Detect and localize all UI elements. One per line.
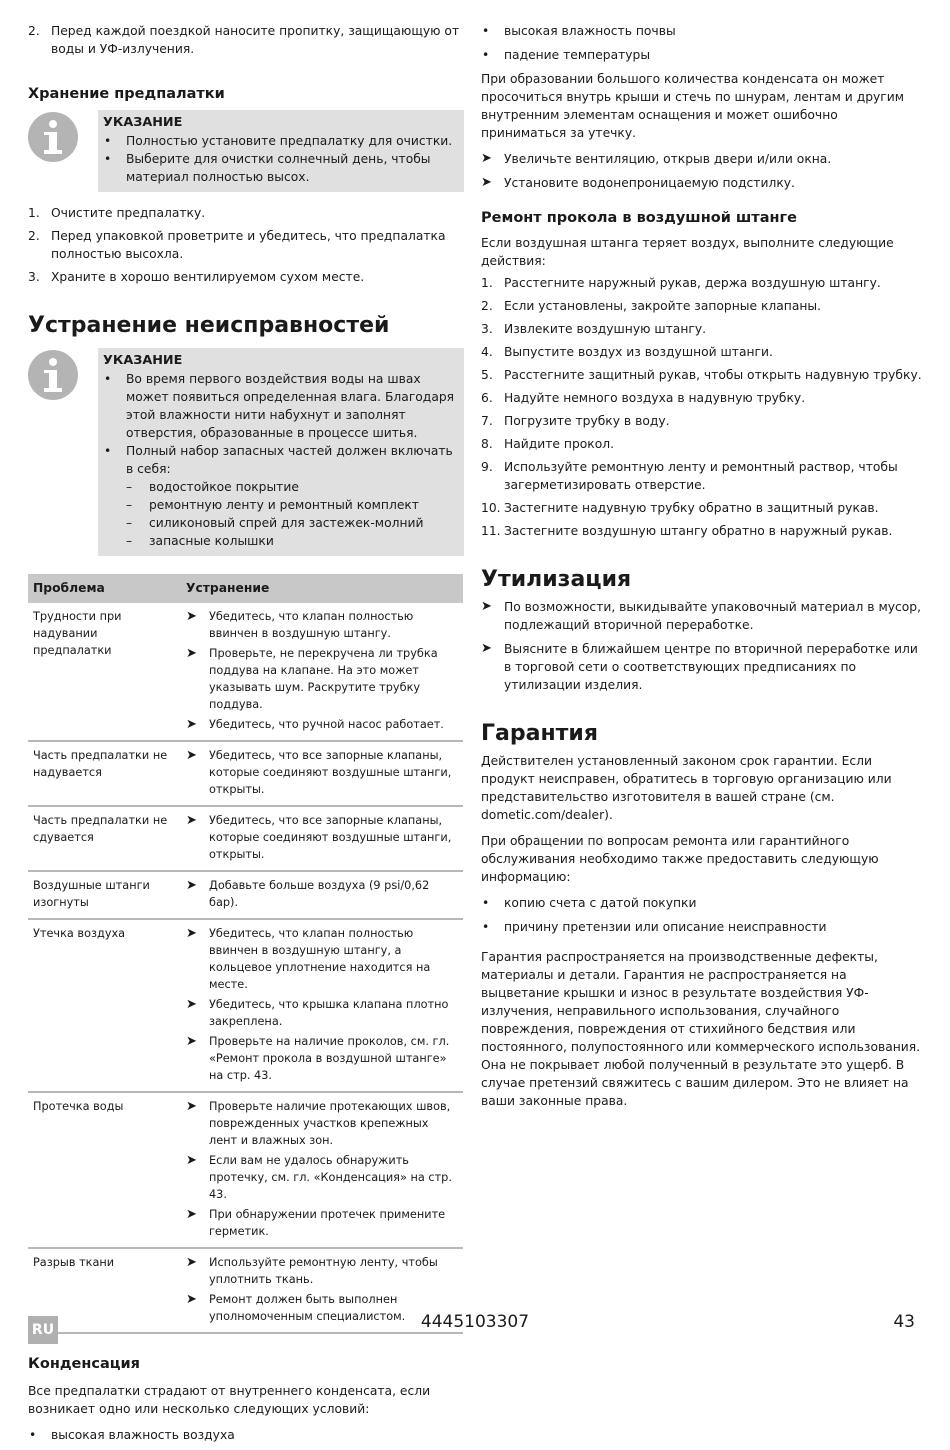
list-item: • Выберите для очистки солнечный день, чтобы материал полностью высох.: [104, 152, 431, 184]
list-item: • Полный набор запасных частей должен включать в себя:: [104, 444, 453, 476]
warranty-paragraph-1: Действителен установленный законом срок гарантии. Если продукт неисправен, обратитесь в торговую организацию или представительство изготовителя в вашей стране (см. dometic.com/dealer).: [481, 754, 892, 822]
storage-steps: [28, 204, 464, 286]
table-row: Часть предпалатки не сдувается ➤ Убедитесь, что все запорные клапаны, которые соединяют воздушные штанги, открыты.: [28, 806, 463, 871]
list-item: 2. Перед каждой поездкой наносите пропитку, защищающую от воды и УФ-излучения.: [28, 24, 460, 56]
list-item: ➤ Проверьте, не перекручена ли трубка поддува на клапане. На это может указывать шум. Раскрутите трубку поддува.: [186, 646, 438, 711]
list-item: 10. Застегните надувную трубку обратно в защитный рукав.: [481, 501, 879, 515]
list-item: ➤ По возможности, выкидывайте упаковочный материал в мусор, подлежащий вторичной переработке.: [481, 599, 922, 632]
list-item: 2. Перед упаковкой проветрите и убедитесь, что предпалатка полностью высохла.: [28, 229, 446, 261]
repair-heading: Ремонт прокола в воздушной штанге: [481, 210, 797, 226]
list-item: ➤ Выясните в ближайшем центре по вторичной переработке или в торговой сети о соответствующих предписаниях по утилизации изделия.: [481, 641, 918, 692]
intro-list: [28, 22, 464, 58]
list-item: 6. Надуйте немного воздуха в надувную трубку.: [481, 391, 806, 405]
list-item: 9. Используйте ремонтную ленту и ремонтный раствор, чтобы загерметизировать отверстие.: [481, 460, 898, 492]
list-item: ➤ Убедитесь, что все запорные клапаны, которые соединяют воздушные штанги, открыты.: [186, 813, 452, 861]
list-item: ➤ Добавьте больше воздуха (9 psi/0,62 бар).: [186, 878, 430, 909]
list-item: 7. Погрузите трубку в воду.: [481, 414, 670, 428]
note-title: УКАЗАНИЕ: [103, 115, 183, 130]
list-item: – водостойкое покрытие: [126, 480, 299, 494]
storage-note: [28, 110, 464, 192]
list-item: • высокая влажность воздуха: [29, 1428, 235, 1442]
language-badge: RU: [28, 1316, 58, 1344]
page-number: 43: [893, 1312, 915, 1332]
right-column: [481, 22, 923, 1118]
list-item: 2. Если установлены, закройте запорные клапаны.: [481, 299, 822, 313]
table-row: Трудности при надувании предпалатки ➤ Убедитесь, что клапан полностью ввинчен в воздушную штангу. ➤ Проверьте, не перекручена ли трубка поддува на клапане. На это может указывать шум. Раскрутите трубку поддува. ➤ Убедитесь, что ручной насос работает.: [28, 603, 463, 741]
list-item: ➤ Проверьте на наличие проколов, см. гл. «Ремонт прокола в воздушной штанге» на стр. 43.: [186, 1034, 450, 1082]
list-item: • Во время первого воздействия воды на швах может появиться определенная влага. Благодаря этой влажности нити набухнут и заполнят отверстия, образованные в процессе шитья.: [104, 372, 455, 440]
table-row: Воздушные штанги изогнуты ➤ Добавьте больше воздуха (9 psi/0,62 бар).: [28, 871, 463, 919]
list-item: 1. Расстегните наружный рукав, держа воздушную штангу.: [481, 276, 881, 290]
condensation-paragraph: При образовании большого количества конденсата он может просочиться внутрь крыши и стечь по шнурам, лентам и другим внутренним элементам оснащения и может ошибочно приниматься за утечку.: [481, 72, 905, 140]
list-item: 4. Выпустите воздух из воздушной штанги.: [481, 345, 773, 359]
list-item: ➤ При обнаружении протечек примените герметик.: [186, 1207, 446, 1238]
repair-steps: [481, 274, 923, 540]
note-title: УКАЗАНИЕ: [103, 353, 183, 368]
repair-intro: Если воздушная штанга теряет воздух, выполните следующие действия:: [481, 236, 894, 268]
table-row: Протечка воды ➤ Проверьте наличие протекающих швов, поврежденных участков крепежных лент и влажных зон. ➤ Если вам не удалось обнаружить протечку, см. гл. «Конденсация» на стр. 43. ➤ При обнаружении протечек примените герметик.: [28, 1092, 463, 1248]
disposal-actions: [481, 598, 923, 694]
list-item: • причину претензии или описание неисправности: [482, 920, 827, 934]
list-item: ➤ Убедитесь, что ручной насос работает.: [186, 717, 444, 732]
condensation-list: [28, 1426, 464, 1444]
condensation-actions: [481, 150, 923, 192]
list-item: 5. Расстегните защитный рукав, чтобы открыть надувную трубку.: [481, 368, 922, 382]
table-row: Часть предпалатки не надувается ➤ Убедитесь, что все запорные клапаны, которые соединяют воздушные штанги, открыты.: [28, 741, 463, 806]
list-item: • копию счета с датой покупки: [482, 896, 697, 910]
column-header-problem: Проблема: [28, 574, 181, 603]
list-item: 1. Очистите предпалатку.: [28, 206, 206, 220]
table-row: Утечка воздуха ➤ Убедитесь, что клапан полностью ввинчен в воздушную штангу, а кольцевое уплотнение находится на месте. ➤ Убедитесь, что крышка клапана плотно закреплена. ➤ Проверьте на наличие проколов, см. гл. «Ремонт прокола в воздушной штанге» на стр. 43.: [28, 919, 463, 1092]
list-item: ➤ Убедитесь, что все запорные клапаны, которые соединяют воздушные штанги, открыты.: [186, 748, 452, 796]
list-item: ➤ Убедитесь, что крышка клапана плотно закреплена.: [186, 997, 449, 1028]
left-column: [28, 22, 464, 1450]
list-item: ➤ Убедитесь, что клапан полностью ввинчен в воздушную штангу.: [186, 609, 414, 640]
info-icon: [28, 350, 78, 400]
warranty-paragraph-2: При обращении по вопросам ремонта или гарантийного обслуживания необходимо также предоставить следующую информацию:: [481, 834, 879, 884]
list-item: ➤ Проверьте наличие протекающих швов, поврежденных участков крепежных лент и влажных зон.: [186, 1099, 451, 1147]
storage-heading: Хранение предпалатки: [28, 86, 225, 102]
table-row: Разрыв ткани ➤ Используйте ремонтную ленту, чтобы уплотнить ткань. ➤ Ремонт должен быть выполнен уполномоченным специалистом.: [28, 1248, 463, 1333]
list-item: ➤ Установите водонепроницаемую подстилку.: [481, 175, 795, 190]
list-item: 3. Храните в хорошо вентилируемом сухом месте.: [28, 270, 365, 284]
document-code: 4445103307: [420, 1312, 530, 1332]
list-item: – ремонтную ленту и ремонтный комплект: [126, 498, 419, 512]
list-item: ➤ Увеличьте вентиляцию, открыв двери и/или окна.: [481, 151, 832, 166]
info-icon: [28, 112, 78, 162]
list-item: • падение температуры: [482, 48, 651, 62]
list-item: • высокая влажность почвы: [482, 24, 676, 38]
list-item: ➤ Ремонт должен быть выполнен уполномоченным специалистом.: [186, 1292, 406, 1323]
warranty-info-list: [481, 894, 923, 936]
condensation-text: Все предпалатки страдают от внутреннего конденсата, если возникает одно или несколько следующих условий:: [28, 1384, 431, 1416]
disposal-heading: Утилизация: [481, 567, 632, 592]
condensation-list-cont: [481, 22, 923, 64]
list-item: • Полностью установите предпалатку для очистки.: [104, 134, 453, 148]
column-header-solution: Устранение: [181, 574, 463, 603]
condensation-heading: Конденсация: [28, 1356, 140, 1372]
troubleshooting-table: [28, 574, 463, 1334]
list-item: ➤ Если вам не удалось обнаружить протечку, см. гл. «Конденсация» на стр. 43.: [186, 1153, 452, 1201]
warranty-paragraph-3: Гарантия распространяется на производственные дефекты, материалы и детали. Гарантия не распространяется на выцветание крышки и износ в результате воздействия УФ-излучения, неправильного использования, случайного повреждения, повреждения от стихийного бедствия или постоянного, полупостоянного или коммерческого использования. Она не покрывает любой полученный в результате это ущерб. В случае претензий свяжитесь с вашим дилером. Это не влияет на ваши законные права.: [481, 950, 921, 1108]
spare-parts-list: [103, 478, 458, 550]
troubleshooting-heading: Устранение неисправностей: [28, 313, 390, 338]
list-item: – запасные колышки: [126, 534, 274, 548]
list-item: ➤ Убедитесь, что клапан полностью ввинчен в воздушную штангу, а кольцевое уплотнение находится на месте.: [186, 926, 431, 991]
warranty-heading: Гарантия: [481, 721, 598, 746]
list-item: ➤ Используйте ремонтную ленту, чтобы уплотнить ткань.: [186, 1255, 438, 1286]
list-item: 8. Найдите прокол.: [481, 437, 614, 451]
list-item: – силиконовый спрей для застежек-молний: [126, 516, 424, 530]
list-item: 3. Извлеките воздушную штангу.: [481, 322, 707, 336]
troubleshooting-note: [28, 348, 464, 556]
list-item: 11. Застегните воздушную штангу обратно в наружный рукав.: [481, 524, 893, 538]
